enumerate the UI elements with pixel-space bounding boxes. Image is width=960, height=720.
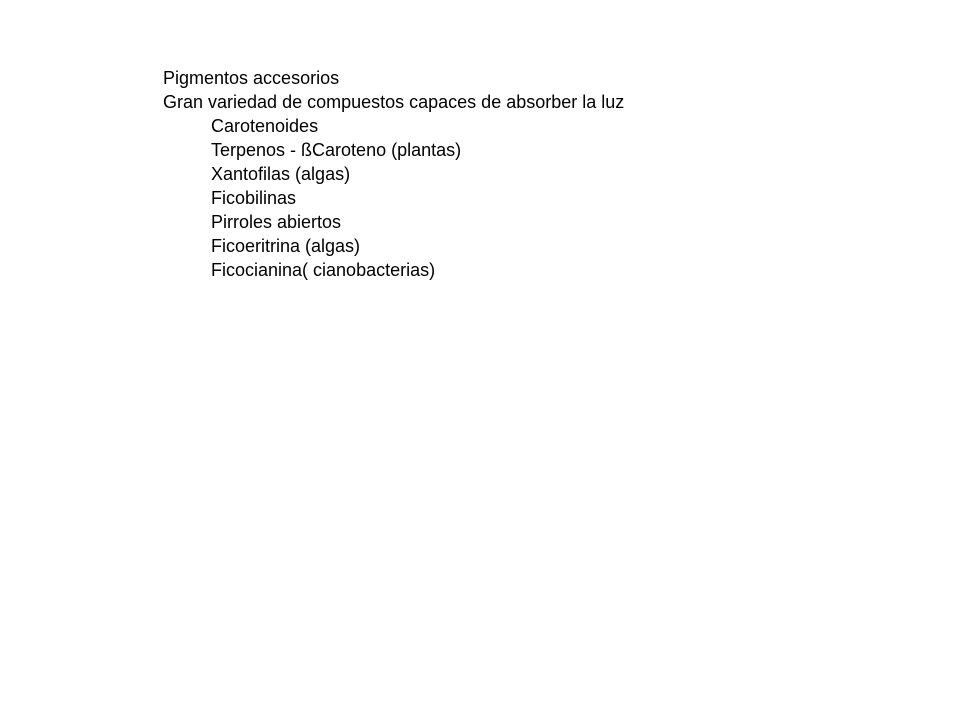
list-item-ficoeritrina: Ficoeritrina (algas) (211, 236, 361, 256)
heading-line: Pigmentos accesorios (163, 68, 340, 88)
list-item-pirroles: Pirroles abiertos (211, 212, 342, 232)
list-item-xantofilas: Xantofilas (algas) (211, 164, 351, 184)
list-item-terpenos: Terpenos - ßCaroteno (plantas) (211, 140, 462, 160)
list-item-carotenoides: Carotenoides (211, 116, 319, 136)
list-item-ficobilinas: Ficobilinas (211, 188, 297, 208)
list-item-ficocianina: Ficocianina( cianobacterias) (211, 260, 436, 280)
slide-text-block (163, 66, 923, 282)
description-line: Gran variedad de compuestos capaces de absorber la luz (163, 92, 625, 112)
